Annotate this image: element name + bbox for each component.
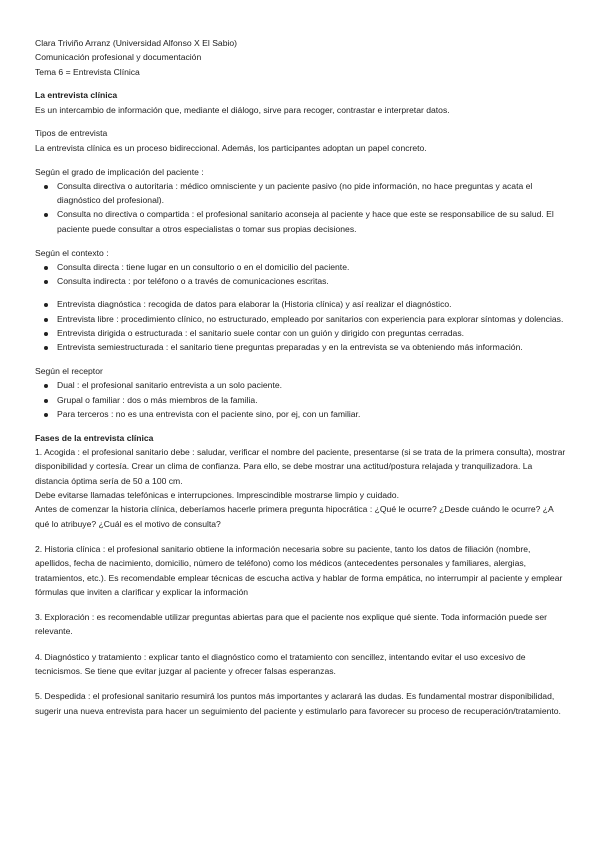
list-item: Consulta no directiva o compartida : el profesional sanitario aconseja al paciente y hace que este se responsabilice de su salud. El paciente puede consultar a otros especialistas o tomar sus propias decisiones. [35,207,566,236]
list-item: Consulta indirecta : por teléfono o a través de comunicaciones escritas. [35,274,566,288]
contexto-list [35,260,566,289]
fase-historia: 2. Historia clínica : el profesional sanitario obtiene la información necesaria sobre su paciente, tanto los datos de filiación (nombre, apellidos, fecha de nacimiento, domicilio, número de teléfono) como los médicos (antecedentes personales y familiares, alergias, tratamientos, etc.). Es recomendable emplear técnicas de escucha activa y hablar de forma empática, no interrumpir al paciente y emplear fórmulas que inviten a clarificar y explicar la información [35,543,563,597]
intro-title: La entrevista clínica [35,90,118,101]
author-line: Clara Triviño Arranz (Universidad Alfonso X El Sabio) [35,38,238,48]
tipos-text: La entrevista clínica es un proceso bidireccional. Además, los participantes adoptan un papel concreto. [35,142,427,153]
implicacion-title: Según el grado de implicación del paciente : [35,166,204,177]
contexto-title: Según el contexto : [35,247,109,258]
implicacion-section [35,165,566,236]
intro-text: Es un intercambio de información que, mediante el diálogo, sirve para recoger, contrastar e interpretar datos. [35,104,450,115]
list-item: Consulta directa : tiene lugar en un consultorio o en el domicilio del paciente. [35,260,566,274]
tipos-section [35,126,566,155]
list-item: Entrevista diagnóstica : recogida de datos para elaborar la (Historia clínica) y así realizar el diagnóstico. [35,297,566,311]
implicacion-list [35,179,566,236]
receptor-list [35,378,566,421]
fase-acogida-pregunta: Antes de comenzar la historia clínica, deberíamos hacerle primera pregunta hipocrática : ¿Qué le ocurre? ¿Desde cuándo le ocurre? ¿A qué lo atribuye? ¿Cuál es el motivo de consulta? [35,504,554,529]
list-item: Entrevista libre : procedimiento clínico, no estructurado, empleado por sanitarios con experiencia para explorar síntomas y dolencias. [35,312,566,326]
fase-acogida: 1. Acogida : el profesional sanitario debe : saludar, verificar el nombre del paciente, presentarse (si se trata de la primera consulta), mostrar disponibilidad y cortesía. Crear un clima de confianza. Para ello, se debe mostrar una actitud/postura relajada y tranquilizadora. La distancia óptima sería de 50 a 100 cm. [35,447,566,486]
topic-line: Tema 6 = Entrevista Clínica [35,66,140,77]
entrevista-list [35,297,566,354]
fase-despedida: 5. Despedida : el profesional sanitario resumirá los puntos más importantes y aclarará las dudas. Es fundamental mostrar disponibilidad, sugerir una nueva entrevista para hacer un seguimiento del paciente y estimularlo para favorecer su proceso de recuperación/tratamiento. [35,691,561,716]
tipos-title: Tipos de entrevista [35,128,108,139]
fase-exploracion: 3. Exploración : es recomendable utilizar preguntas abiertas para que el paciente nos explique qué siente. Toda información puede ser relevante. [35,612,547,637]
fases-title: Fases de la entrevista clínica [35,432,154,443]
fase-diagnostico: 4. Diagnóstico y tratamiento : explicar tanto el diagnóstico como el tratamiento con sencillez, intentando evitar el uso excesivo de tecnicismos. Se tiene que evitar juzgar al paciente y ofrecer falsas esperanzas. [35,651,526,676]
receptor-section [35,364,566,421]
list-item: Entrevista semiestructurada : el sanitario tiene preguntas preparadas y en la entrevista se va obteniendo más información. [35,340,566,354]
list-item: Grupal o familiar : dos o más miembros de la familia. [35,393,566,407]
fases-section [35,431,566,718]
fase-acogida-cont: Debe evitarse llamadas telefónicas e interrupciones. Imprescindible mostrarse limpio y cuidado. [35,490,399,501]
document-header [35,36,566,79]
intro-section [35,88,566,117]
subject-line: Comunicación profesional y documentación [35,52,202,63]
list-item: Entrevista dirigida o estructurada : el sanitario suele contar con un guión y dirigido con preguntas cerradas. [35,326,566,340]
list-item: Consulta directiva o autoritaria : médico omnisciente y un paciente pasivo (no pide información, no hace preguntas y acata el diagnóstico del profesional). [35,179,566,208]
list-item: Dual : el profesional sanitario entrevista a un solo paciente. [35,378,566,392]
receptor-title: Según el receptor [35,366,103,377]
contexto-section [35,246,566,355]
list-item: Para terceros : no es una entrevista con el paciente sino, por ej, con un familiar. [35,407,566,421]
